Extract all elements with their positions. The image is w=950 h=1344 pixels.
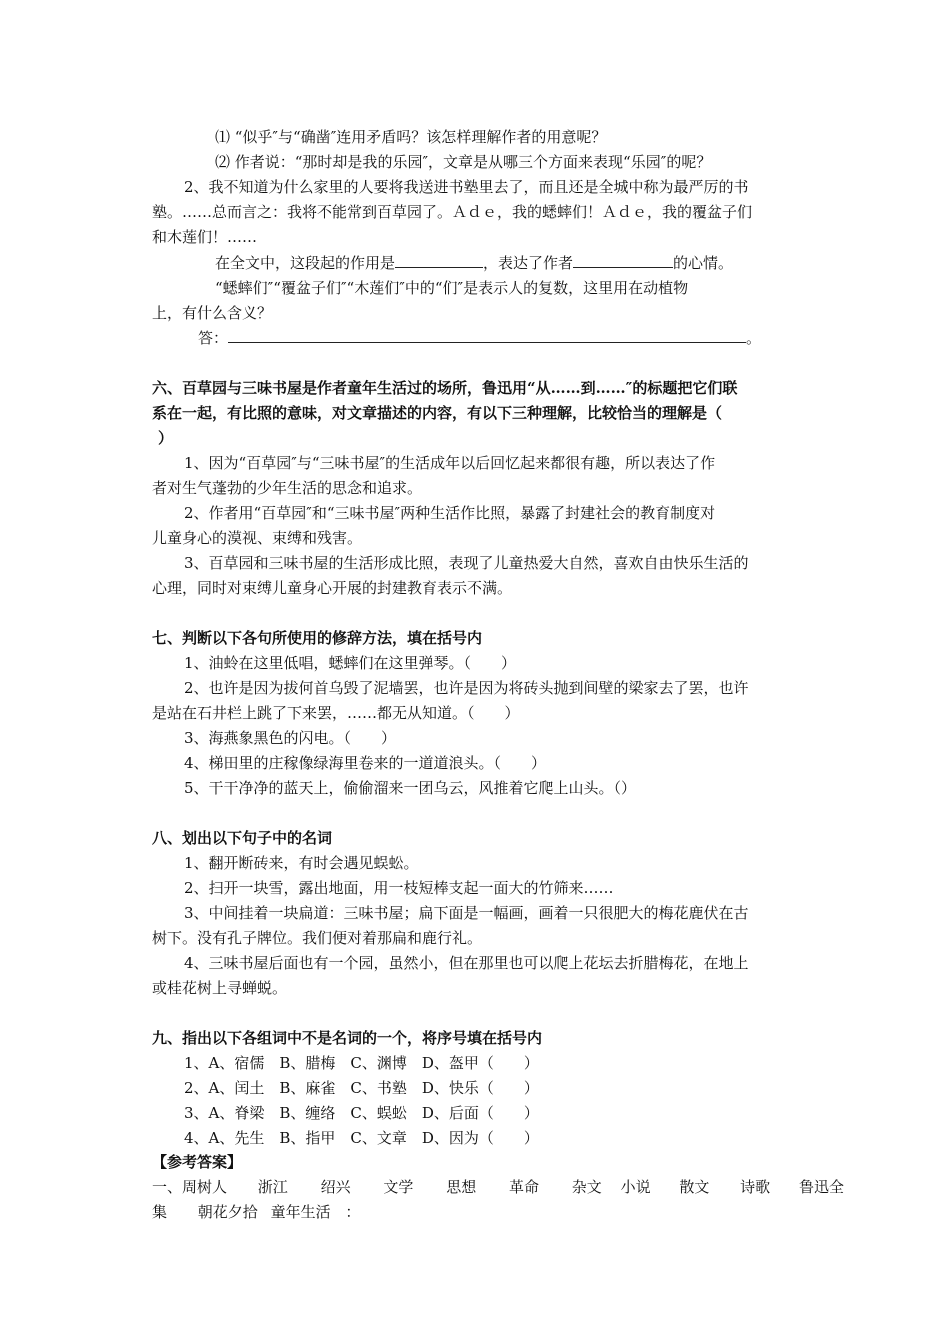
section-6-item3-line2: 心理，同时对束缚儿童身心开展的封建教育表示不满。: [152, 579, 513, 597]
blank-feeling[interactable]: [573, 251, 673, 268]
section-7-item1: 1、油蛉在这里低唱，蟋蟀们在这里弹琴。（ ）: [184, 654, 517, 672]
question-5-1-1: ⑴ “似乎″与“确凿″连用矛盾吗？该怎样理解作者的用意呢？: [215, 128, 607, 146]
section-7-item3: 3、海燕象黑色的闪电。（ ）: [184, 729, 397, 747]
answer-word: 鲁迅全: [798, 1178, 844, 1196]
answer-word: 童年生活: [270, 1203, 331, 1221]
answer-word: 绍兴: [320, 1178, 351, 1196]
section-9-item3: 3、A、脊梁 B、缠络 C、蜈蚣 D、后面（ ）: [184, 1104, 539, 1122]
section-7-item5: 5、干干净净的蓝天上，偷偷溜来一团乌云，风推着它爬上山头。（）: [184, 779, 637, 797]
section-9-item4: 4、A、先生 B、指甲 C、文章 D、因为（ ）: [184, 1129, 539, 1147]
answer-word: 文学: [383, 1178, 414, 1196]
answer-label: 答：: [198, 329, 229, 347]
section-8-item4-line1: 4、三味书屋后面也有一个园，虽然小，但在那里也可以爬上花坛去折腊梅花，在地上: [184, 954, 749, 972]
question-5-2-line2: 塾。……总而言之：我将不能常到百草园了。Ａｄｅ，我的蟋蟀们！Ａｄｅ，我的覆盆子们: [152, 203, 753, 221]
section-6-item1-line2: 者对生气蓬勃的少年生活的思念和追求。: [152, 479, 423, 497]
section-7-item2-line1: 2、也许是因为拔何首乌毁了泥墙罢，也许是因为将砖头抛到间壁的梁家去了罢，也许: [184, 679, 749, 697]
section-6-item2-line2: 儿童身心的漠视、束缚和残害。: [152, 529, 363, 547]
section-8-item1: 1、翻开断砖来，有时会遇见蜈蚣。: [184, 854, 419, 872]
section-6-item1-line1: 1、因为“百草园″与“三味书屋″的生活成年以后回忆起来都很有趣，所以表达了作: [184, 454, 716, 472]
section-7-item4: 4、梯田里的庄稼像绿海里卷来的一道道浪头。（ ）: [184, 754, 547, 772]
fill-text-a: 在全文中，这段起的作用是: [215, 254, 396, 272]
blank-role[interactable]: [395, 251, 483, 268]
section-7-item2-line2: 是站在石井栏上跳了下来罢，……都无从知道。（ ）: [152, 704, 520, 722]
section-9-item2: 2、A、闰土 B、麻雀 C、书塾 D、快乐（ ）: [184, 1079, 539, 1097]
question-5-2-line3: 和木莲们！……: [152, 228, 258, 246]
answer-word: 一、周树人: [152, 1178, 228, 1196]
answer-word: 小说: [620, 1178, 651, 1196]
question-5-3-line1: “蟋蟀们″“覆盆子们″“木莲们″中的“们″是表示人的复数，这里用在动植物: [215, 279, 689, 297]
section-6-heading-line3: ）: [158, 429, 174, 447]
answer-word: 浙江: [257, 1178, 288, 1196]
answer-word: 散文: [679, 1178, 710, 1196]
answers-heading: 【参考答案】: [152, 1153, 243, 1171]
section-6-heading-line1: 六、百草园与三味书屋是作者童年生活过的场所，鲁迅用“从……到……″的标题把它们联: [152, 379, 738, 397]
section-9-heading: 九、指出以下各组词中不是名词的一个，将序号填在括号内: [152, 1029, 543, 1047]
answer-word: 思想: [446, 1178, 477, 1196]
section-8-item4-line2: 或桂花树上寻蝉蜕。: [152, 979, 288, 997]
answer-word: ：: [345, 1203, 361, 1221]
answer-word: 集: [152, 1203, 168, 1221]
section-8-heading: 八、划出以下句子中的名词: [152, 829, 333, 847]
answer-line: [198, 326, 761, 351]
answer-word: 革命: [508, 1178, 539, 1196]
fill-text-c: 的心情。: [673, 254, 734, 272]
section-8-item2: 2、扫开一块雪，露出地面，用一枝短棒支起一面大的竹筛来……: [184, 879, 614, 897]
answer-blank[interactable]: [228, 326, 746, 343]
section-8-item3-line1: 3、中间挂着一块扁道：三味书屋；扁下面是一幅画，画着一只很肥大的梅花鹿伏在古: [184, 904, 749, 922]
answer-word: 朝花夕拾: [197, 1203, 258, 1221]
answer-end: 。: [746, 329, 762, 347]
answer-word: 诗歌: [740, 1178, 771, 1196]
section-6-item3-line1: 3、百草园和三味书屋的生活形成比照，表现了儿童热爱大自然，喜欢自由快乐生活的: [184, 554, 749, 572]
fill-text-b: ，表达了作者: [483, 254, 574, 272]
section-8-item3-line2: 树下。没有孔子牌位。我们便对着那扁和鹿行礼。: [152, 929, 483, 947]
section-7-heading: 七、判断以下各句所使用的修辞方法，填在括号内: [152, 629, 483, 647]
answer-word: 杂文: [571, 1178, 602, 1196]
fill-in-line: [215, 251, 733, 276]
question-5-1-2: ⑵ 作者说：“那时却是我的乐园″，文章是从哪三个方面来表现“乐园″的呢？: [215, 153, 712, 171]
question-5-2-line1: 2、我不知道为什么家里的人要将我送进书塾里去了，而且还是全城中称为最严厉的书: [184, 178, 749, 196]
answers-row-1: [152, 1175, 844, 1200]
answers-row-2: [152, 1200, 360, 1225]
question-5-3-line2: 上，有什么含义？: [152, 304, 273, 322]
section-9-item1: 1、A、宿儒 B、腊梅 C、渊博 D、盔甲（ ）: [184, 1054, 539, 1072]
section-6-item2-line1: 2、作者用“百草园″和“三味书屋″两种生活作比照，暴露了封建社会的教育制度对: [184, 504, 716, 522]
section-6-heading-line2: 系在一起，有比照的意味，对文章描述的内容，有以下三种理解，比较恰当的理解是（: [152, 404, 723, 422]
